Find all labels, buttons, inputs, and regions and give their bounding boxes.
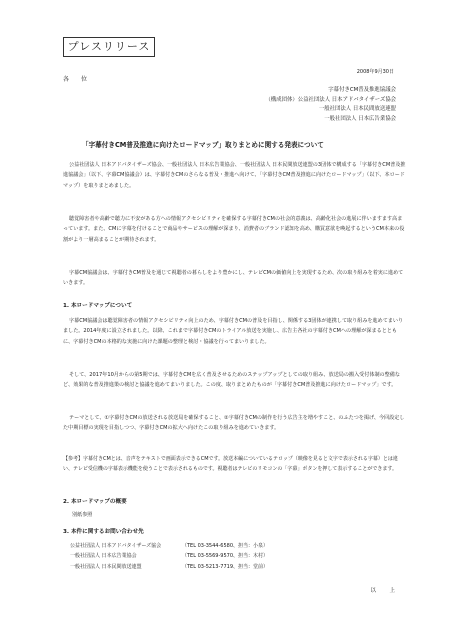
sender-line: （構成団体）公益社団法人 日本アドバタイザーズ協会	[265, 96, 396, 103]
contact-tel: （TEL 03-5213-7719、担当：堂前）	[182, 563, 269, 570]
contact-tel: （TEL 03-5569-9570、担当：木村）	[182, 553, 269, 560]
section-heading-2: 2. 本ロードマップの概要	[63, 499, 127, 505]
paragraph-background: 聴覚障害者や高齢で聴力に不安がある方への情報アクセシビリティを確保する字幕付きCMの社会的意義は、高齢化社会の進展に伴いますます高まっています。また、CMに字幕を付けることで商品やサービスの理解が深まり、消費者のブランド認知を高め、購買意欲を喚起するというCM本来の役割がより一層高まることが期待されます。	[63, 216, 405, 243]
paragraph-commitment: 字幕CM協議会は、字幕付きCM普及を通じて視聴者の暮らしをより豊かにし、テレビCMの価値向上を実現するため、次の取り組みを着実に進めていきます。	[63, 270, 404, 287]
paragraph-intro: 公益社団法人 日本アドバタイザーズ協会、一般社団法人 日本広告業協会、一般社団法人 日本民間放送連盟の3団体で構成する「字幕付きCM普及推進協議会」（以下、字幕CM協議会）は、字幕付きCMのさらなる普及・推進へ向けて、「字幕付きCM普及推進に向けたロードマップ」（以下、本ロードマップ）を取りまとめました。	[63, 162, 406, 189]
reference-note: 【参考】字幕付きCMとは、音声をテキストで画面表示できるCMです。放送本編についているテロップ（映像を見ると文字で表示される字幕）とは違い、テレビ受信機の字幕表示機能を使うことで表示されるものです。視聴者はテレビのリモコンの「字幕」ボタンを押して表示することができます。	[63, 456, 398, 472]
contact-tel: （TEL 03-3544-6580、担当：小泉）	[182, 543, 269, 549]
contact-row	[70, 562, 332, 572]
contact-list	[70, 541, 332, 572]
sender-line: 一般社団法人 日本民間放送連盟	[318, 106, 396, 113]
sender-block	[265, 86, 396, 124]
contact-row	[70, 551, 332, 561]
contact-org: 一般社団法人 日本広告業協会	[70, 553, 137, 560]
section-heading-3: 3. 本件に関するお問い合わせ先	[63, 529, 144, 535]
section-2-body: 別紙参照	[72, 512, 93, 518]
recipient: 各 位	[63, 76, 91, 83]
contact-row	[70, 541, 332, 551]
sender-line: 一般社団法人 日本広告業協会	[324, 115, 396, 122]
section-heading-1: 1. 本ロードマップについて	[63, 303, 133, 309]
paragraph-history: 字幕CM協議会は聴覚障害者の情報アクセシビリティ向上のため、字幕付きCMの普及を目指し、関係する3団体が連携して取り組みを進めてまいりました。2014年度に設立されました。以降、これまで字幕付きCMのトライアル放送を実施し、広告主各社の字幕付きCMへの理解が深まるとともに、字幕付きCMの本格的な実施に向けた課題の整理と検討・協議を行ってまいりました。	[63, 318, 404, 345]
closing-mark: 以 上	[370, 588, 399, 594]
sender-line: 字幕付きCM普及推進協議会	[328, 87, 396, 93]
contact-org: 公益社団法人 日本アドバタイザーズ協会	[70, 543, 162, 549]
release-date: 2008年9月30日	[356, 69, 394, 75]
contact-org: 一般社団法人 日本民間放送連盟	[70, 563, 142, 570]
document-title: 「字幕付きCM普及推進に向けたロードマップ」取りまとめに関する発表について	[82, 141, 324, 149]
press-release-label: プレスリリース	[63, 37, 155, 57]
paragraph-themes: テーマとして、①字幕付きCMの放送される放送局を確保すること、②字幕付きCMの制作を行う広告主を増やすこと、のふたつを掲げ、今回設定した中期目標の実現を目指しつつ、字幕付きCMの拡大へ向けたこの取り組みを進めていきます。	[63, 415, 405, 432]
paragraph-fifth-term: そして、2017年10月からの第5期では、字幕付きCMを広く普及させるためのステップアップとしての取り組み、放送局の搬入受付体制の整備など、効果的な普及推進策の検討と協議を進めてまいりました。この度、取りまとめたものが「字幕付きCM普及推進に向けたロードマップ」です。	[63, 372, 400, 389]
